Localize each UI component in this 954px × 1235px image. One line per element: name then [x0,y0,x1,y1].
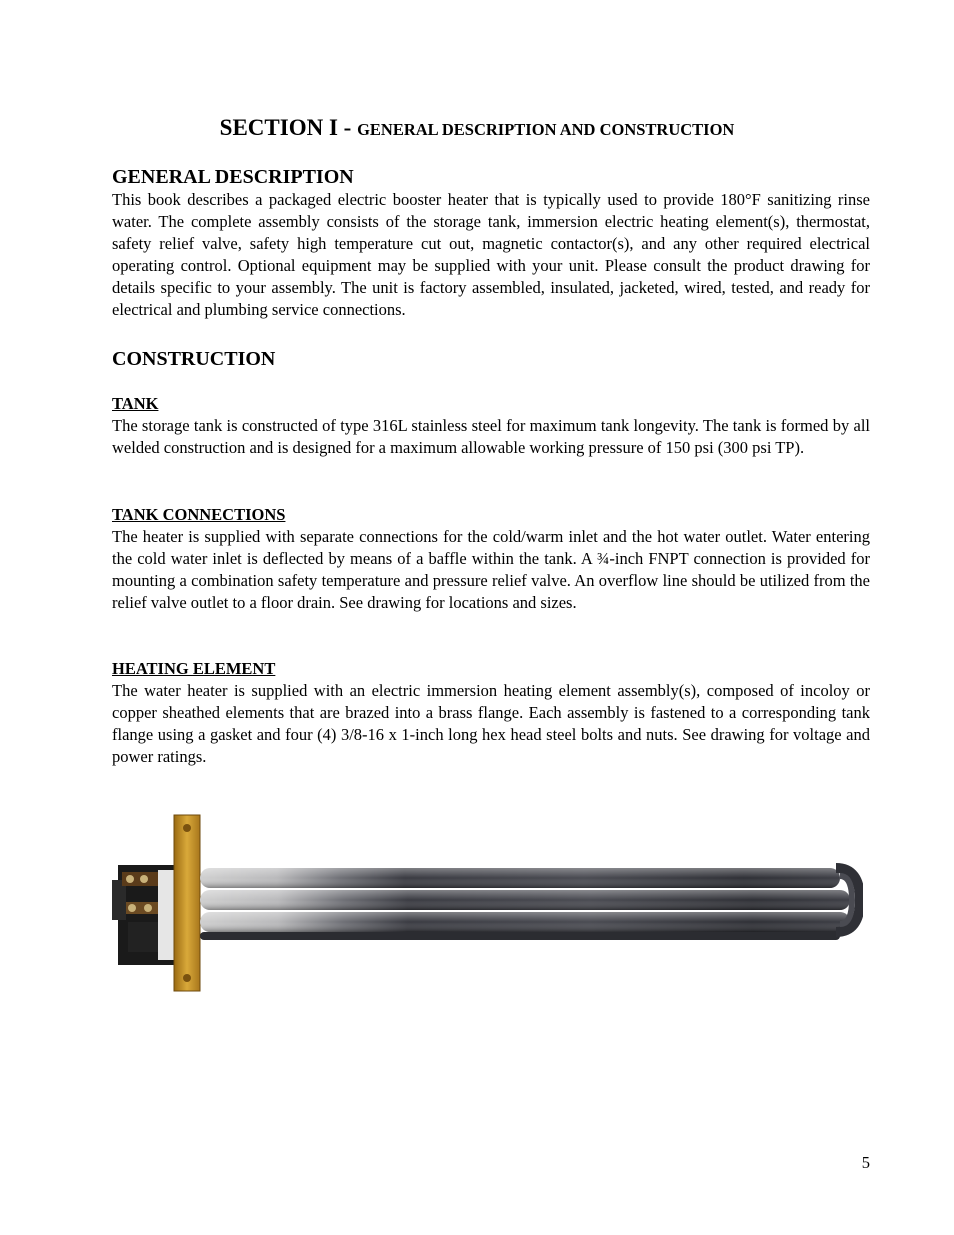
brass-flange [174,815,200,991]
element-tubes [200,868,860,940]
heating-element-photo [108,810,863,996]
section-title [0,114,954,145]
heating-element-body: The water heater is supplied with an electric immersion heating element assembly(s), composed of incoloy or copper sheathed elements that are brazed into a brass flange. Each assembly is fastened to a corresponding tank flange using a gasket and four (4) 3/8-16 x 1-inch long hex head steel bolts and nuts. See drawing for voltage and power ratings. [112,681,870,766]
construction-heading: CONSTRUCTION [112,348,276,370]
tank-connections-body: The heater is supplied with separate connections for the cold/warm inlet and the hot water outlet. Water entering the cold water inlet is deflected by means of a baffle within the tank. A ¾-inch FNPT connection is provided for mounting a combination safety temperature and pressure relief valve. An overflow line should be utilized from the relief valve outlet to a floor drain. See drawing for locations and sizes. [112,527,870,612]
section-title-prefix: SECTION I - [219,115,358,140]
tank-body: The storage tank is constructed of type 316L stainless steel for maximum tank longevity. The tank is formed by all welded construction and is designed for a maximum allowable working pressure of 150 psi (300 psi TP). [112,416,870,457]
general-description-body: This book describes a packaged electric booster heater that is typically used to provide 180°F sanitizing rinse water. The complete assembly consists of the storage tank, immersion electric heating element(s), thermostat, safety relief valve, safety high temperature cut out, magnetic contactor(s), and any other required electrical operating control. Optional equipment may be supplied with your unit. Please consult the product drawing for details specific to your assembly. The unit is factory assembled, insulated, jacketed, wired, tested, and ready for electrical and plumbing service connections. [112,190,870,319]
tank-heading: TANK [112,394,159,413]
terminal-block [112,865,176,965]
general-description-block [112,165,870,321]
tank-connections-heading: TANK CONNECTIONS [112,505,286,524]
construction-heading-block [112,347,870,371]
page-number: 5 [861,1153,870,1172]
general-description-heading: GENERAL DESCRIPTION [112,166,354,188]
tank-connections-block [112,504,870,614]
section-title-rest: GENERAL DESCRIPTION AND CONSTRUCTION [357,120,735,139]
tank-block [112,393,870,459]
heating-element-block [112,658,870,768]
heating-element-heading: HEATING ELEMENT [112,659,276,678]
